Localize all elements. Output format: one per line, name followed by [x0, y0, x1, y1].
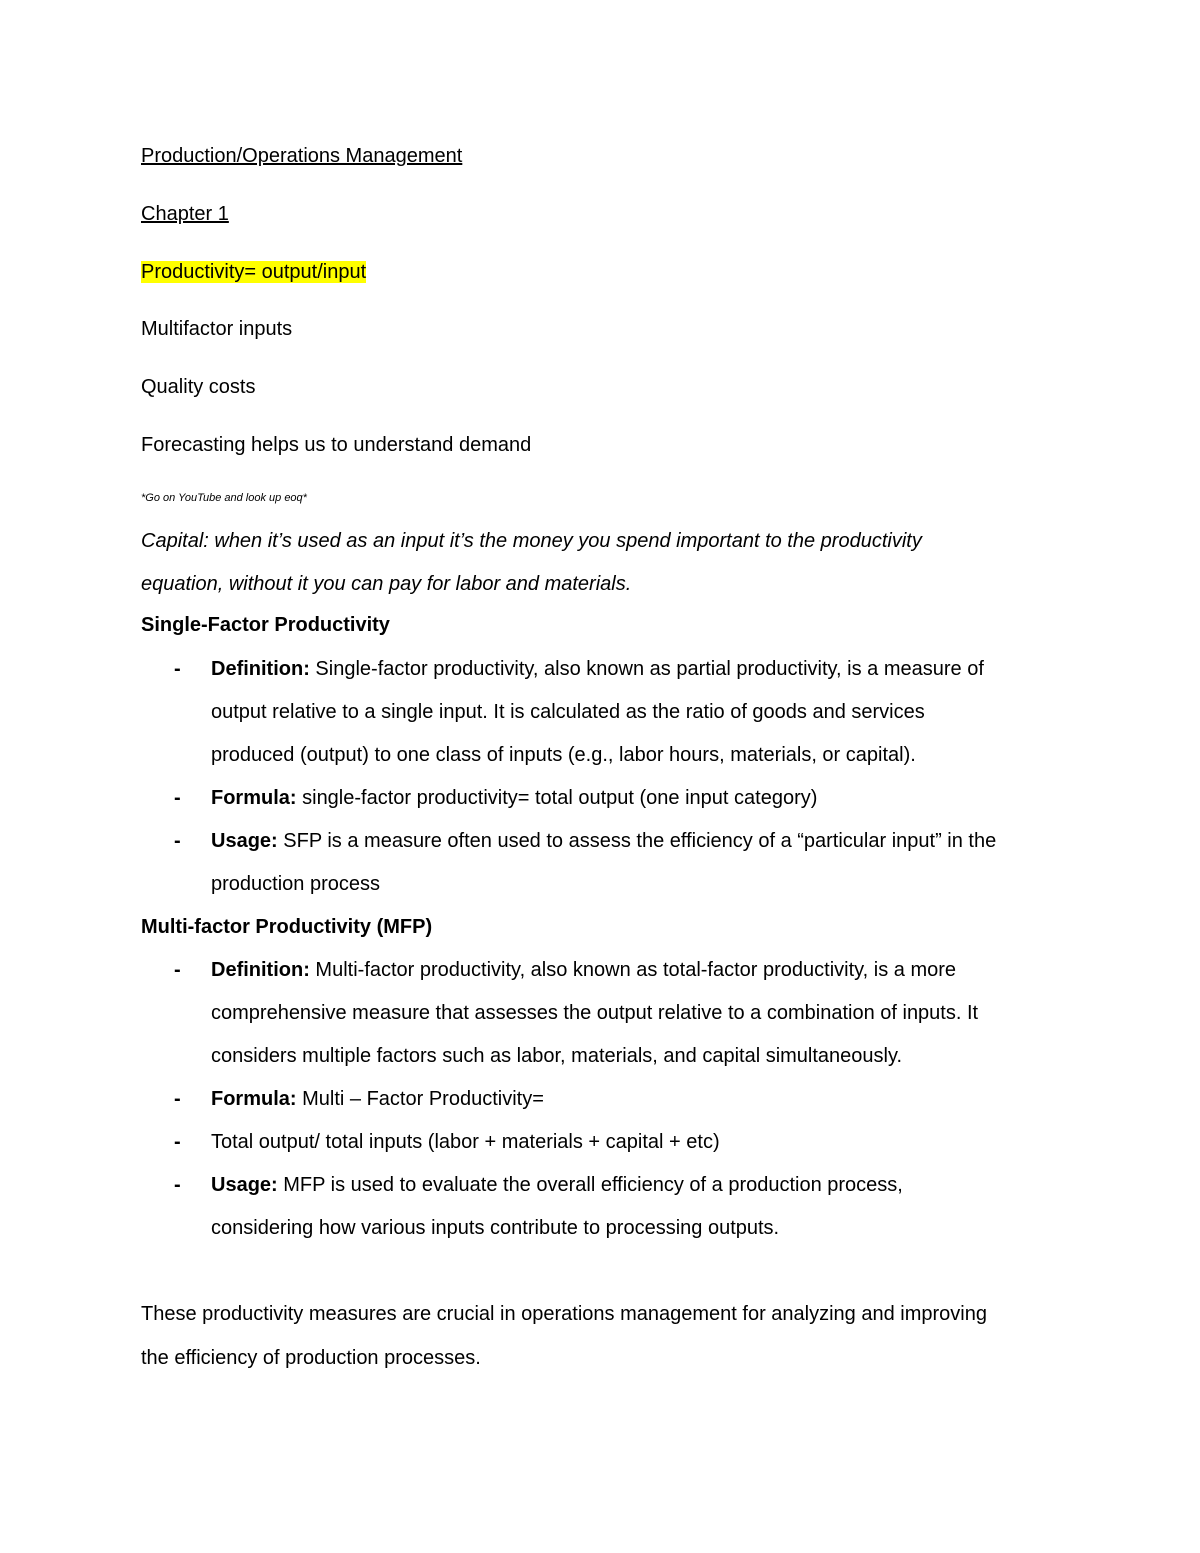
highlighted-formula: Productivity= output/input	[141, 261, 367, 283]
sfp-definition-line-2: output relative to a single input. It is calculated as the ratio of goods and services	[211, 701, 925, 723]
mfp-definition-line-1	[211, 956, 956, 984]
mfp-heading: Multi-factor Productivity (MFP)	[141, 916, 433, 938]
conclusion-line-2: the efficiency of production processes.	[141, 1347, 481, 1369]
capital-line-2: equation, without it you can pay for labor and materials.	[141, 573, 632, 595]
mfp-formula-line	[211, 1085, 544, 1113]
formula-text: single-factor productivity= total output (one input category)	[296, 787, 818, 809]
capital-line-1: Capital: when it’s used as an input it’s the money you spend important to the productivity	[141, 530, 922, 552]
sfp-definition-line-1	[211, 655, 984, 683]
mfp-total-line: Total output/ total inputs (labor + materials + capital + etc)	[211, 1131, 720, 1153]
quality-costs-line: Quality costs	[141, 376, 256, 398]
definition-text: Multi-factor productivity, also known as total-factor productivity, is a more	[309, 959, 957, 981]
conclusion-line-1: These productivity measures are crucial in operations management for analyzing and improving	[141, 1303, 987, 1325]
usage-label: Usage:	[211, 830, 278, 852]
formula-text: Multi – Factor Productivity=	[296, 1088, 544, 1110]
multifactor-inputs-line: Multifactor inputs	[141, 318, 293, 340]
usage-text: MFP is used to evaluate the overall efficiency of a production process,	[277, 1174, 903, 1196]
youtube-note: *Go on YouTube and look up eoq*	[141, 492, 307, 504]
bullet-dash: -	[174, 658, 181, 680]
sfp-usage-line-2: production process	[211, 873, 380, 895]
doc-title: Production/Operations Management	[141, 145, 463, 167]
bullet-dash: -	[174, 959, 181, 981]
sfp-formula-line	[211, 784, 817, 812]
bullet-dash: -	[174, 1131, 181, 1153]
bullet-dash: -	[174, 1174, 181, 1196]
bullet-dash: -	[174, 787, 181, 809]
sfp-heading: Single-Factor Productivity	[141, 614, 390, 636]
chapter-heading: Chapter 1	[141, 203, 229, 225]
formula-label: Formula:	[211, 787, 297, 809]
sfp-definition-line-3: produced (output) to one class of inputs (e.g., labor hours, materials, or capital).	[211, 744, 916, 766]
usage-text: SFP is a measure often used to assess the efficiency of a “particular input” in the	[277, 830, 997, 852]
definition-label: Definition:	[211, 959, 310, 981]
usage-label: Usage:	[211, 1174, 278, 1196]
mfp-usage-line-2: considering how various inputs contribute to processing outputs.	[211, 1217, 780, 1239]
formula-label: Formula:	[211, 1088, 297, 1110]
mfp-usage-line-1	[211, 1171, 903, 1199]
definition-text: Single-factor productivity, also known as partial productivity, is a measure of	[309, 658, 984, 680]
definition-label: Definition:	[211, 658, 310, 680]
mfp-definition-line-2: comprehensive measure that assesses the output relative to a combination of inputs. It	[211, 1002, 979, 1024]
productivity-formula-line	[141, 258, 366, 286]
bullet-dash: -	[174, 1088, 181, 1110]
bullet-dash: -	[174, 830, 181, 852]
sfp-usage-line-1	[211, 827, 996, 855]
mfp-definition-line-3: considers multiple factors such as labor, materials, and capital simultaneously.	[211, 1045, 903, 1067]
forecasting-line: Forecasting helps us to understand demand	[141, 434, 532, 456]
